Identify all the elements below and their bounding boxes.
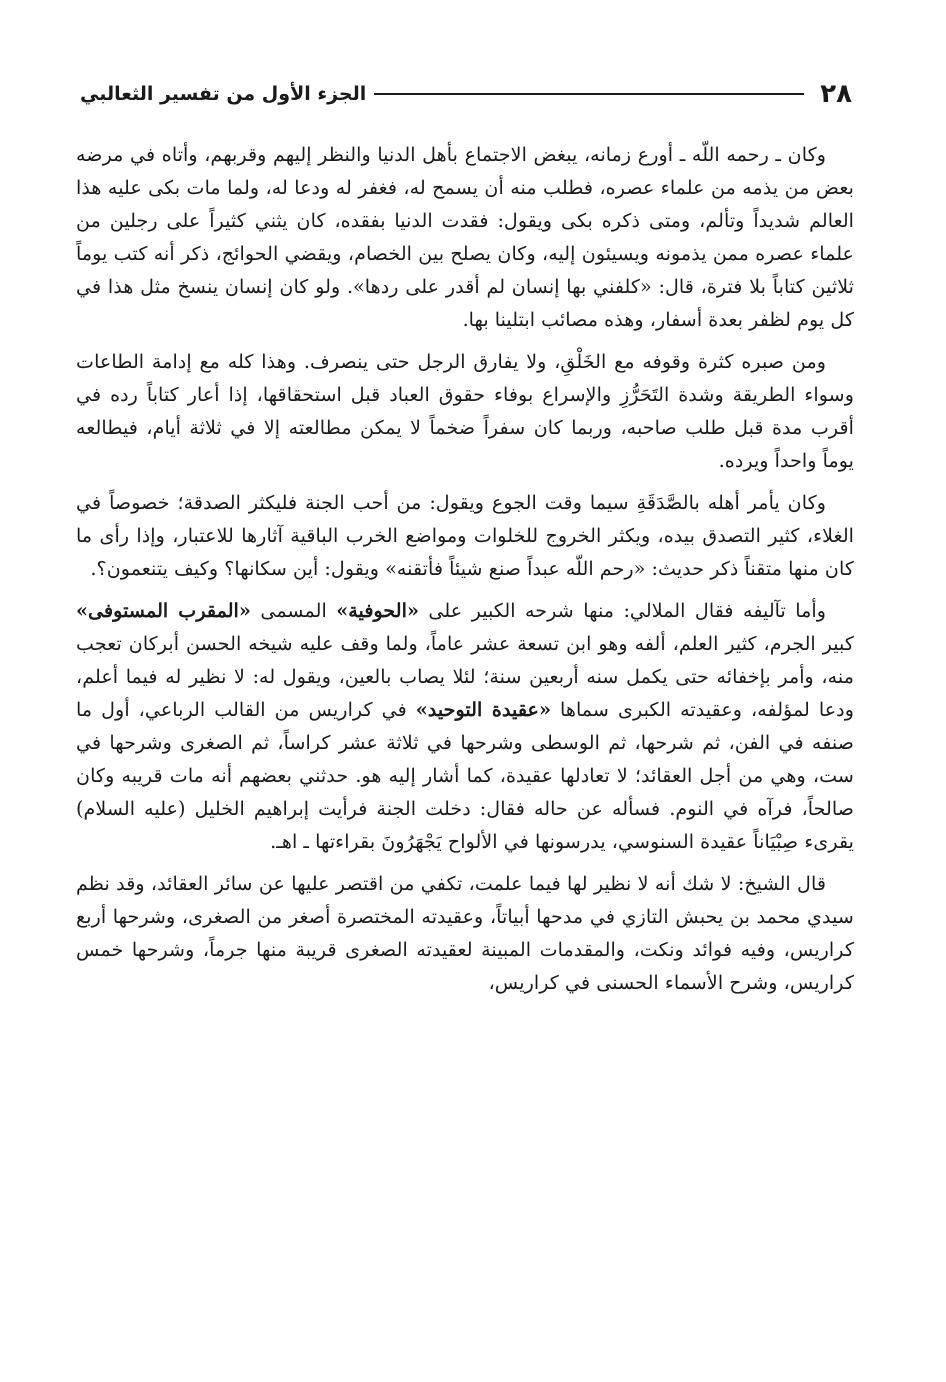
- book-title-muqarrab: «المقرب المستوفى»: [76, 599, 251, 622]
- paragraph-piety: وكان ـ رحمه اللّه ـ أورع زمانه، يبغض الاجتماع بأهل الدنيا والنظر إليهم وقربهم، وأتاه في مرضه بعض من يذمه من علماء عصره، فطلب منه أن يسمح له، فغفر له ودعا له، ولما مات بكى عليه هذا العالم شديداً وتألم، ومتى ذكره بكى ويقول: فقدت الدنيا بفقده، كان يثني كثيراً على رجلين من علماء عصره ممن يذمونه ويسيئون إليه، وكان يصلح بين الخصام، ويقضي الحوائج، ذكر أنه كتب يوماً ثلاثين كتاباً بلا فترة، قال: «كلفني بها إنسان لم أقدر على ردها». ولو كان إنسان ينسخ مثل هذا في كل يوم لظفر بعدة أسفار، وهذه مصائب ابتلينا بها.: [76, 143, 854, 331]
- page-number: ٢٨: [820, 79, 852, 109]
- running-title: الجزء الأول من تفسير الثعالبي: [80, 83, 367, 105]
- paragraph-charity: وكان يأمر أهله بالصَّدَقَةِ سيما وقت الجوع ويقول: من أحب الجنة فليكثر الصدقة؛ خصوصاً في الغلاء، كثير التصدق بيده، ويكثر الخروج للخلوات ومواضع الخرب الباقية آثارها للاعتبار، وإذا رأى ما كان منها متقناً ذكر حديث: «رحم اللّه عبداً صنع شيئاً فأتقنه» ويقول: أين سكانها؟ وكيف يتنعمون؟.: [76, 491, 854, 580]
- page-header: [80, 74, 852, 114]
- header-rule: [374, 93, 804, 95]
- works-text-3: كبير الجرم، كثير العلم، ألفه وهو ابن تسعة عشر عاماً، ولما وقف عليه شيخه الحسن أبركان تعجب منه، وأمر بإخفائه حتى يكمل سنه أربعين سنة؛ لئلا يصاب بالعين، ويقول له: لا نظير له فيما أعلم، ودعا لمؤلفه، وعقيدته الكبرى سماها: [76, 632, 854, 721]
- book-title-hawfiya: «الحوفية»: [336, 599, 419, 622]
- paragraph-sheikh: قال الشيخ: لا شك أنه لا نظير لها فيما علمت، تكفي من اقتصر عليها عن سائر العقائد، وقد نظم سيدي محمد بن يحبش التازي في مدحها أبياتاً، وعقيدته المختصرة أصغر من الصغرى، وشرحها أربع كراريس، وفيه فوائد ونكت، والمقدمات المبينة لعقيدته الصغرى قريبة منها جرماً، وشرحها خمس كراريس، وشرح الأسماء الحسنى في كراريس،: [76, 872, 854, 994]
- paragraph-patience: ومن صبره كثرة وقوفه مع الخَلْقِ، ولا يفارق الرجل حتى ينصرف. وهذا كله مع إدامة الطاعات وسواء الطريقة وشدة التَحَرُّزِ والإسراع بوفاء حقوق العباد قبل استحقاقها، إذا أعار كتاباً رده في أقرب مدة قبل طلب صاحبه، وربما كان سفراً ضخماً لا يمكن مطالعته إلا في ثلاثة أيام، فيطالعه يوماً واحداً ويرده.: [76, 350, 855, 472]
- book-title-aqidat-tawhid: «عقيدة التوحيد»: [415, 698, 551, 721]
- works-text-2: المسمى: [250, 599, 337, 622]
- works-text-1: وأما تآليفه فقال الملالي: منها شرحه الكبير على: [418, 599, 827, 622]
- works-text-4: في كراريس من القالب الرباعي، أول ما صنفه في الفن، ثم شرحها، ثم الوسطى وشرحها في ثلاثة عشر كراساً، ثم الصغرى وشرحها في ست، وهي من أجل العقائد؛ لا تعادلها عقيدة، كما أشار إليه هو. حدثني بعضهم أنه مات قريبه وكان صالحاً، فرآه في النوم. فسأله عن حاله فقال: دخلت الجنة فرأيت إبراهيم الخليل (عليه السلام) يقرىء صِبْيَاناً عقيدة السنوسي، يدرسونها في الألواح يَجْهَرُونَ بقراءتها ـ اهـ.: [76, 698, 854, 853]
- page-body: [76, 138, 854, 1008]
- paragraph-works: [76, 594, 854, 858]
